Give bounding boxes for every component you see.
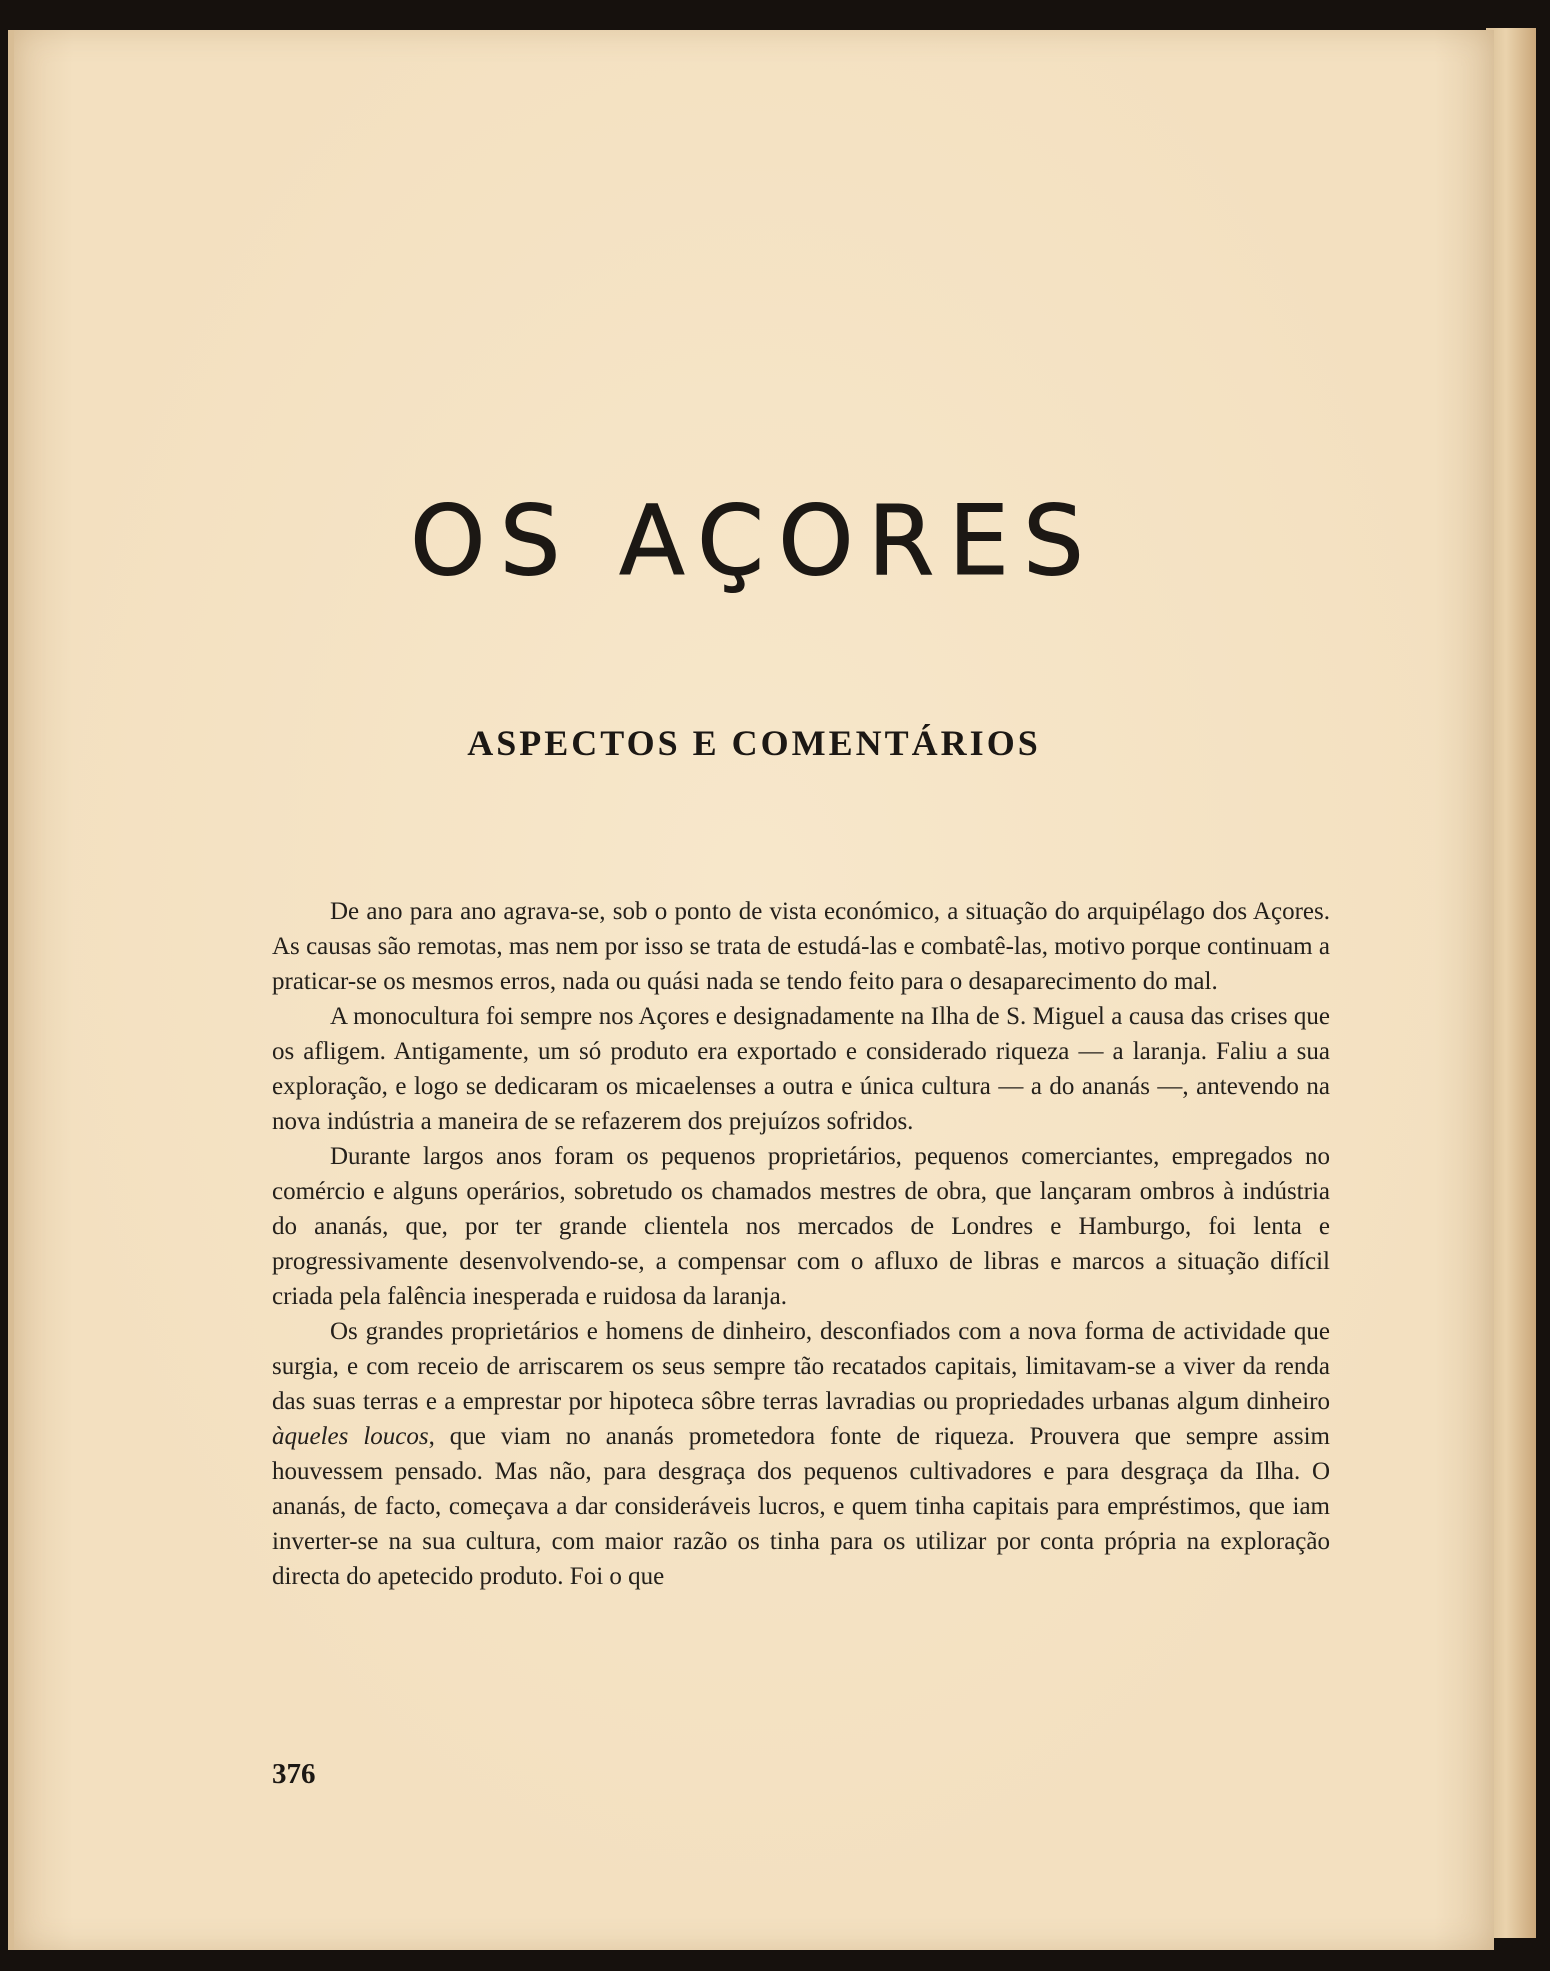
page-number: 376 (272, 1758, 316, 1790)
article-body (272, 894, 1330, 1594)
paragraph-2: A monocultura foi sempre nos Açores e designadamente na Ilha de S. Miguel a causa das crises que os afligem. Antigamente, um só produto era exportado e considerado riqueza — a laranja. Faliu a sua exploração, e logo se dedicaram os micaelenses a outra e única cultura — a do ananás —, antevendo na nova indústria a maneira de se refazerem dos prejuízos sofridos. (272, 1003, 1330, 1135)
paragraph-4-end: , que viam no ananás prometedora fonte de riqueza. Prouvera que sempre assim houvessem pensado. Mas não, para desgraça dos pequenos cultivadores e para desgraça da Ilha. O ananás, de facto, começava a dar consideráveis lucros, e quem tinha capitais para empréstimos, que iam inverter-se na sua cultura, com maior razão os tinha para os utilizar por conta própria na exploração directa do apetecido produto. Foi o que (272, 1423, 1330, 1590)
paragraph-3: Durante largos anos foram os pequenos proprietários, pequenos comerciantes, empregados no comércio e alguns operários, sobretudo os chamados mestres de obra, que lançaram ombros à indústria do ananás, que, por ter grande clientela nos mercados de Londres e Hamburgo, foi lenta e progressivamente desenvolvendo-se, a compensar com o afluxo de libras e marcos a situação difícil criada pela falência inesperada e ruidosa da laranja. (272, 1143, 1330, 1310)
paragraph-4-start: Os grandes proprietários e homens de dinheiro, desconfiados com a nova forma de actividade que surgia, e com receio de arriscarem os seus sempre tão recatados capitais, limitavam-se a viver da renda das suas terras e a emprestar por hipoteca sôbre terras lavradias ou propriedades urbanas algum dinheiro (272, 1318, 1330, 1415)
page-subtitle: ASPECTOS E COMENTÁRIOS (467, 723, 1041, 763)
paragraph-4 (272, 1314, 1330, 1594)
paragraph-4-italic: àqueles loucos (272, 1423, 429, 1450)
page-title: OS AÇORES (410, 485, 1098, 597)
book-page (14, 30, 1494, 1950)
paragraph-1: De ano para ano agrava-se, sob o ponto de vista económico, a situação do arquipélago dos Açores. As causas são remotas, mas nem por isso se trata de estudá-las e combatê-las, motivo porque continuam a praticar-se os mesmos erros, nada ou quási nada se tendo feito para o desaparecimento do mal. (272, 898, 1330, 995)
